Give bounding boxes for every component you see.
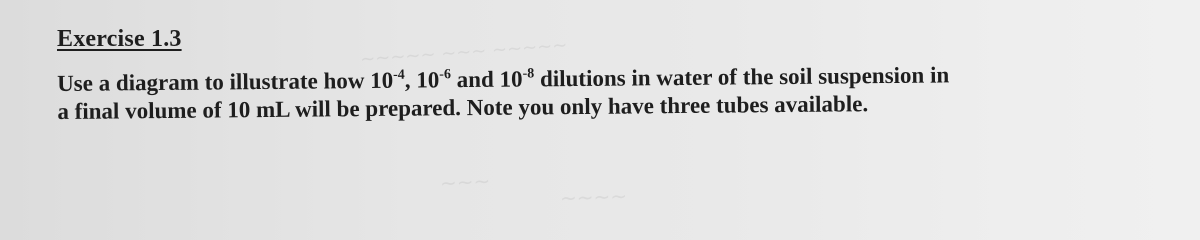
show-through-mark: ~~~~~ ~~~ ~~~~~: [359, 34, 568, 71]
question-text: Use a diagram to illustrate how 10: [57, 67, 394, 96]
show-through-mark: ~~~: [439, 168, 491, 196]
question-text: , 10: [404, 67, 440, 93]
question-line-2: a final volume of 10 mL will be prepared. Note you only have three tubes available.: [57, 90, 869, 124]
question-text: and 10: [450, 66, 523, 93]
exponent: -4: [393, 67, 405, 83]
exercise-question: [57, 59, 1167, 125]
show-through-mark: ~~~~: [559, 183, 628, 211]
exercise-title: Exercise 1.3: [57, 26, 182, 52]
question-text: dilutions in water of the soil suspension in: [534, 62, 950, 92]
exponent: -6: [439, 67, 452, 83]
exponent: -8: [522, 66, 535, 82]
